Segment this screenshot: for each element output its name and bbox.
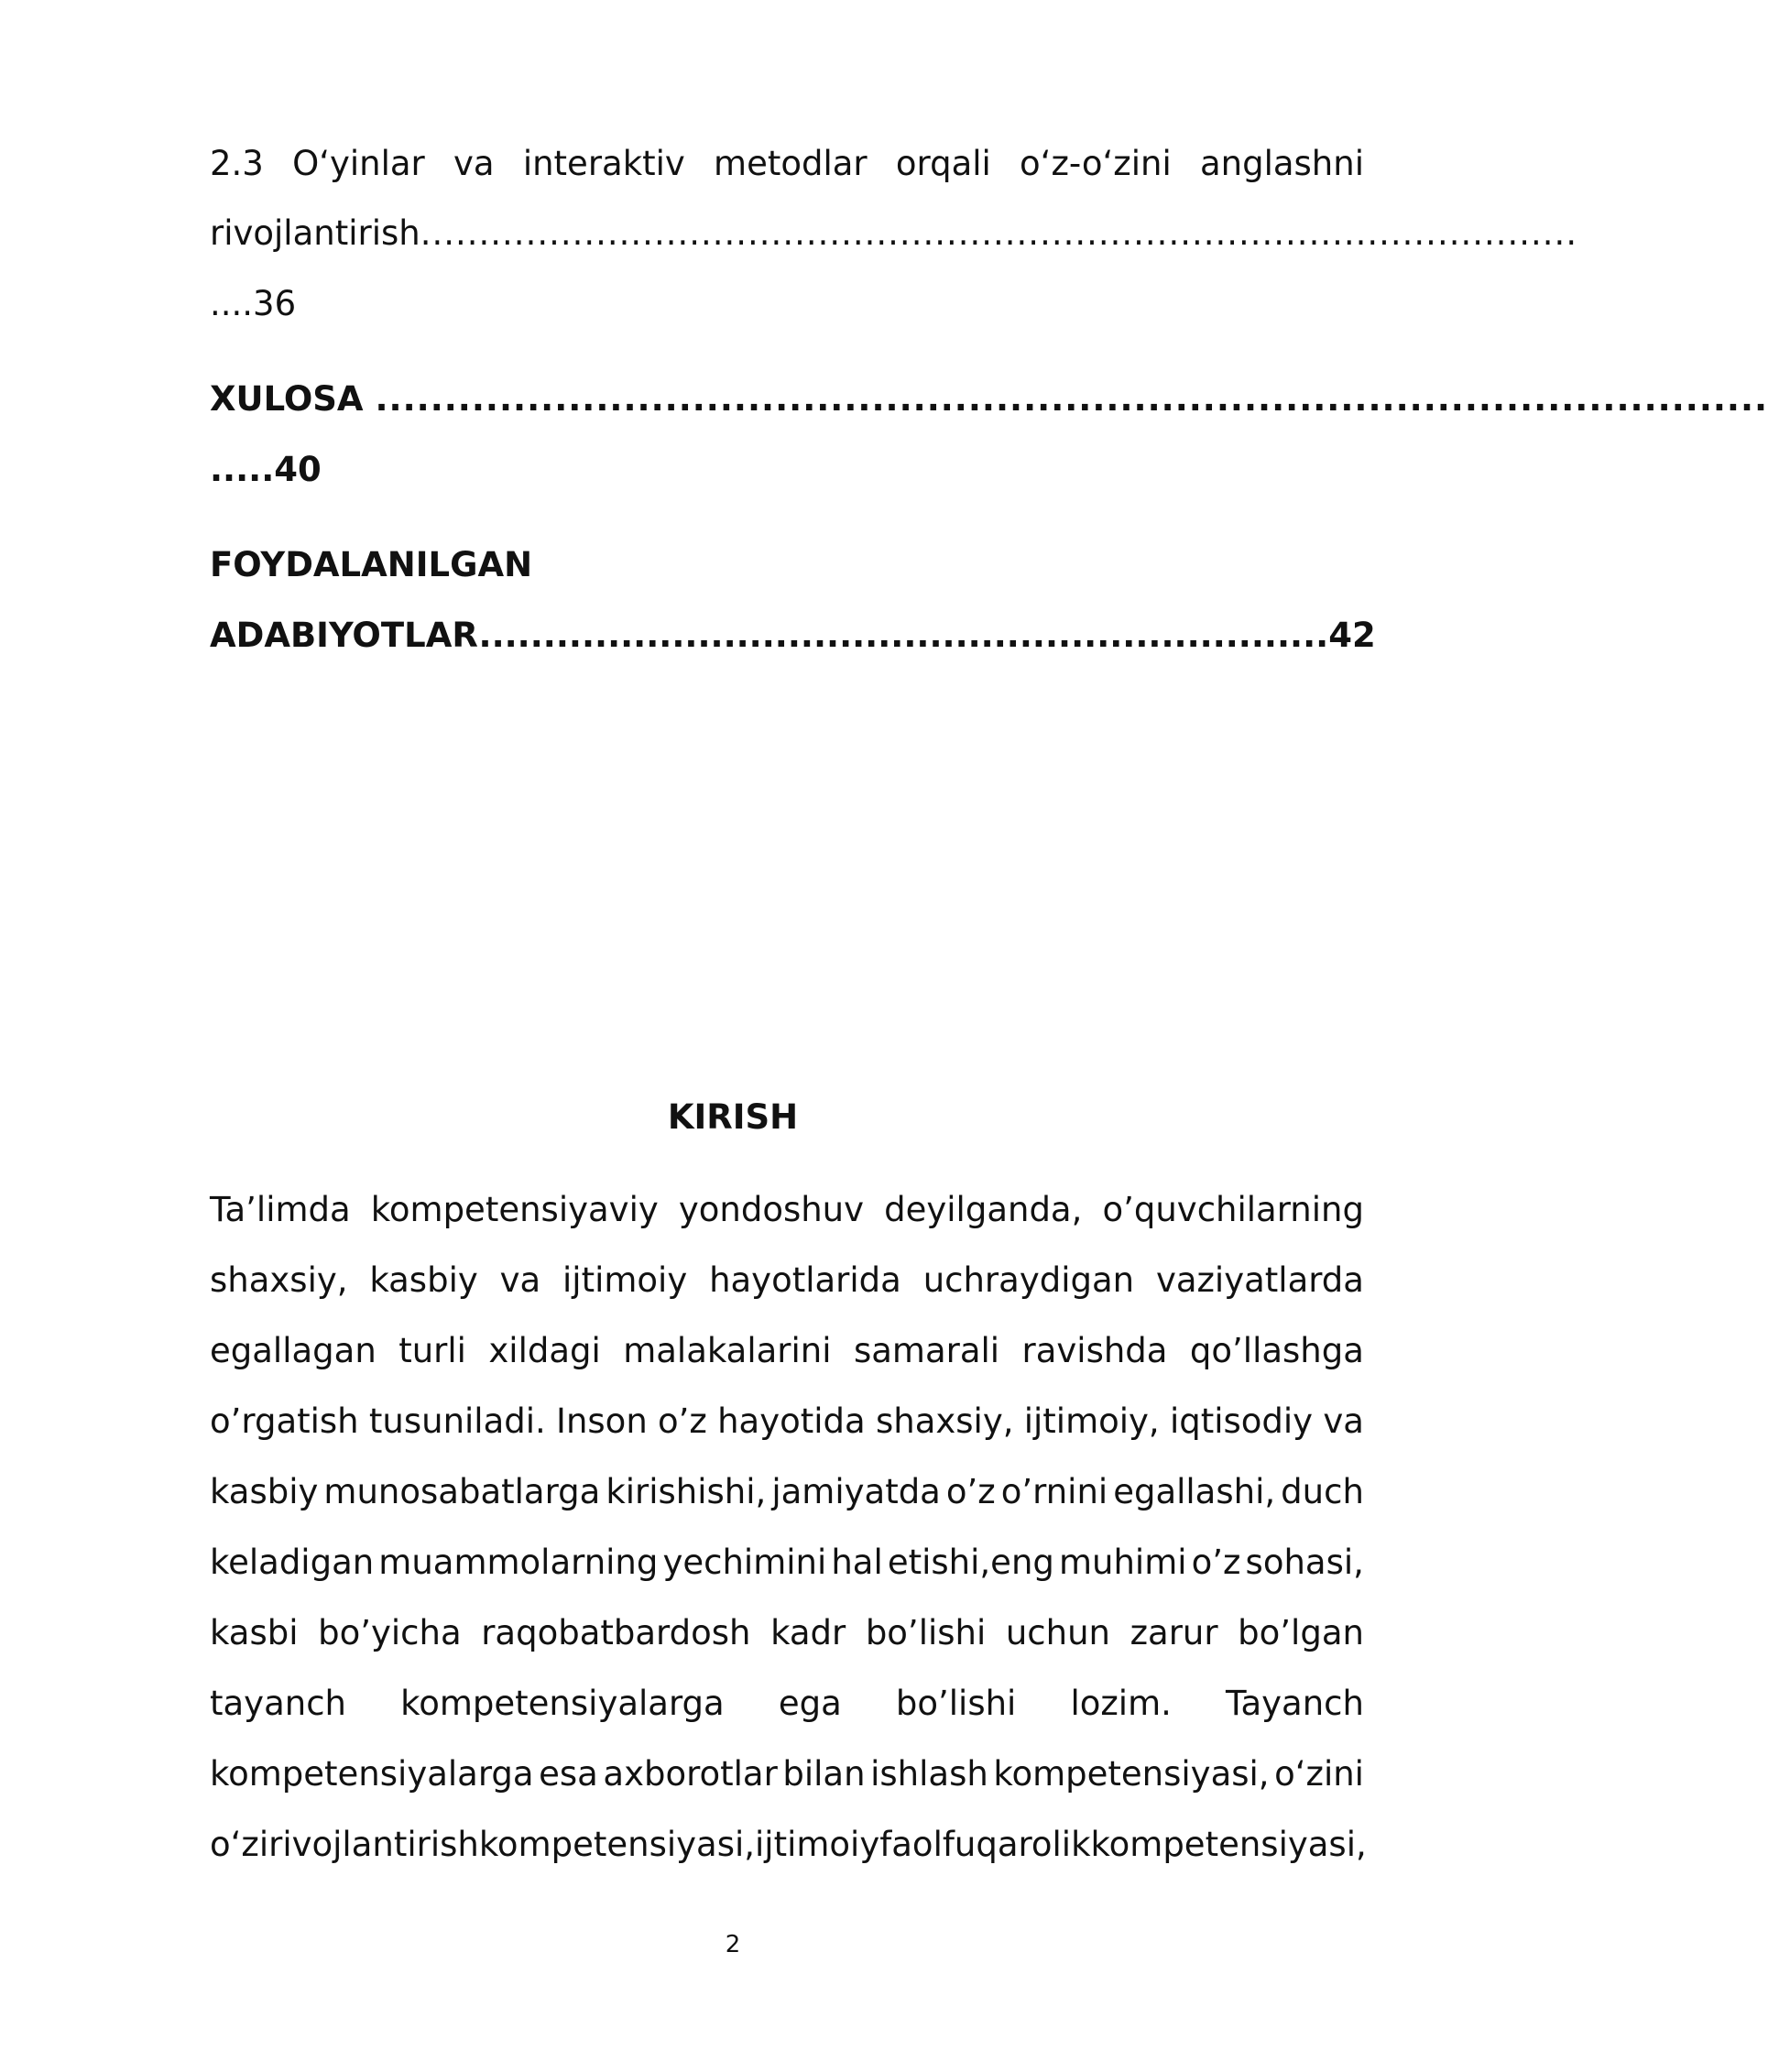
body-line <box>210 1472 1364 1511</box>
body-word: shaxsiy, <box>210 1260 348 1300</box>
body-word: muammolarning <box>378 1543 659 1582</box>
body-line <box>210 1543 1364 1582</box>
body-word: Tayanch <box>1226 1684 1364 1723</box>
toc-item-number: 2.3 <box>210 144 264 183</box>
body-word: lozim. <box>1070 1684 1172 1723</box>
body-word: o‘zini <box>1274 1754 1364 1794</box>
body-word: malakalarini <box>623 1331 832 1370</box>
body-word: kompetensiyaviy <box>370 1190 659 1229</box>
body-word: o’z <box>945 1472 996 1511</box>
body-word: ijtimoiy, <box>1023 1401 1160 1441</box>
toc-leader-dots: ..................................................................................................... <box>375 379 1768 419</box>
body-word: sohasi, <box>1245 1543 1364 1582</box>
body-word: zarur <box>1130 1613 1218 1652</box>
body-word: Ta’limda <box>210 1190 351 1229</box>
toc-leader-dots: ..... <box>210 450 275 489</box>
toc-title: XULOSA <box>210 379 364 419</box>
body-word: axborotlar <box>603 1754 778 1794</box>
body-word: munosabatlarga <box>323 1472 601 1511</box>
body-word: raqobatbardosh <box>481 1613 751 1652</box>
body-word: bo’lishi <box>895 1684 1017 1723</box>
toc-title: FOYDALANILGAN <box>210 545 533 584</box>
body-line <box>210 1331 1364 1370</box>
body-word: kompetensiyasi, <box>478 1825 756 1864</box>
body-word: o’quvchilarning <box>1102 1190 1364 1229</box>
body-word: jamiyatda <box>771 1472 941 1511</box>
body-word: shaxsiy, <box>875 1401 1014 1441</box>
body-word: tayanch <box>210 1684 346 1723</box>
toc-word: va <box>453 144 495 183</box>
section-heading: KIRISH <box>667 1097 799 1137</box>
body-word: kasbiy <box>369 1260 478 1300</box>
body-word: bilan <box>782 1754 866 1794</box>
toc-item-2-3-line1 <box>210 144 1364 183</box>
toc-word: anglashni <box>1199 144 1364 183</box>
body-word: duch <box>1281 1472 1364 1511</box>
body-word: o‘zi <box>210 1825 269 1864</box>
body-word: hayotida <box>717 1401 866 1441</box>
body-word: esa <box>539 1754 598 1794</box>
body-word: uchraydigan <box>922 1260 1135 1300</box>
body-word: uchun <box>1005 1613 1111 1652</box>
body-word: kirishishi, <box>606 1472 767 1511</box>
body-word: kompetensiyasi, <box>993 1754 1270 1794</box>
body-word: kompetensiyasi, <box>1090 1825 1367 1864</box>
toc-page-number: 36 <box>253 284 297 323</box>
body-word: o’z <box>658 1401 707 1441</box>
body-line <box>210 1401 1364 1441</box>
body-word: fuqarolik <box>942 1825 1091 1864</box>
body-word: yondoshuv <box>678 1190 865 1229</box>
toc-item-adabiyotlar-line2 <box>210 616 1376 655</box>
toc-leader-dots: ................................................................................................... <box>420 213 1578 253</box>
toc-item-xulosa-line1 <box>210 379 1768 419</box>
toc-page-number: 40 <box>274 450 322 489</box>
toc-item-2-3-line2 <box>210 213 1578 253</box>
body-word: o’rnini <box>1000 1472 1108 1511</box>
body-line <box>210 1613 1364 1652</box>
body-word: keladigan <box>210 1543 375 1582</box>
body-word: samarali <box>853 1331 1000 1370</box>
toc-word: interaktiv <box>522 144 685 183</box>
body-word: Inson <box>556 1401 648 1441</box>
toc-item-adabiyotlar-line1 <box>210 545 1364 584</box>
body-word: hayotlarida <box>709 1260 901 1300</box>
body-word: turli <box>398 1331 466 1370</box>
toc-title: ADABIYOTLAR <box>210 616 479 655</box>
body-word: o’rgatish <box>210 1401 359 1441</box>
body-word: bo’yicha <box>318 1613 462 1652</box>
body-word: ishlash <box>870 1754 988 1794</box>
body-word: kompetensiyalarga <box>210 1754 534 1794</box>
body-word: kasbi <box>210 1613 299 1652</box>
toc-title-continuation: rivojlantirish <box>210 213 420 253</box>
toc-word: orqali <box>895 144 991 183</box>
body-word: muhimi <box>1058 1543 1187 1582</box>
toc-item-2-3-line3 <box>210 284 1364 323</box>
body-word: ravishda <box>1021 1331 1168 1370</box>
toc-leader-dots: .................................................................. <box>478 616 1329 655</box>
body-line <box>210 1684 1364 1723</box>
body-word: kasbiy <box>210 1472 319 1511</box>
body-line <box>210 1260 1364 1300</box>
body-word: bo’lishi <box>865 1613 987 1652</box>
body-line <box>210 1754 1364 1794</box>
toc-word: O‘yinlar <box>292 144 425 183</box>
body-word: ijtimoiy <box>562 1260 688 1300</box>
body-word: xildagi <box>488 1331 601 1370</box>
body-word: rivojlantirish <box>268 1825 479 1864</box>
body-word: o’z <box>1191 1543 1241 1582</box>
body-word: tusuniladi. <box>368 1401 546 1441</box>
body-word: bo’lgan <box>1238 1613 1364 1652</box>
page-number: 2 <box>725 1931 741 1958</box>
body-word: etishi,eng <box>887 1543 1054 1582</box>
body-word: ijtimoiy <box>755 1825 880 1864</box>
body-word: hal <box>831 1543 883 1582</box>
body-word: ega <box>778 1684 842 1723</box>
body-word: kadr <box>770 1613 846 1652</box>
body-word: deyilganda, <box>884 1190 1083 1229</box>
body-word: yechimini <box>662 1543 827 1582</box>
body-word: va <box>499 1260 541 1300</box>
body-word: egallagan <box>210 1331 377 1370</box>
body-line <box>210 1825 1367 1864</box>
body-word: kompetensiyalarga <box>400 1684 725 1723</box>
body-word: egallashi, <box>1113 1472 1276 1511</box>
toc-page-number: 42 <box>1328 616 1376 655</box>
toc-leader-dots: .... <box>210 284 254 323</box>
body-word: iqtisodiy <box>1169 1401 1314 1441</box>
toc-word: o‘z-o‘zini <box>1020 144 1172 183</box>
body-line <box>210 1190 1364 1229</box>
body-word: vaziyatlarda <box>1155 1260 1364 1300</box>
body-word: va <box>1323 1401 1364 1441</box>
toc-word: metodlar <box>714 144 868 183</box>
toc-item-xulosa-line2 <box>210 450 1364 489</box>
body-word: qo’llashga <box>1189 1331 1364 1370</box>
body-word: faol <box>879 1825 943 1864</box>
